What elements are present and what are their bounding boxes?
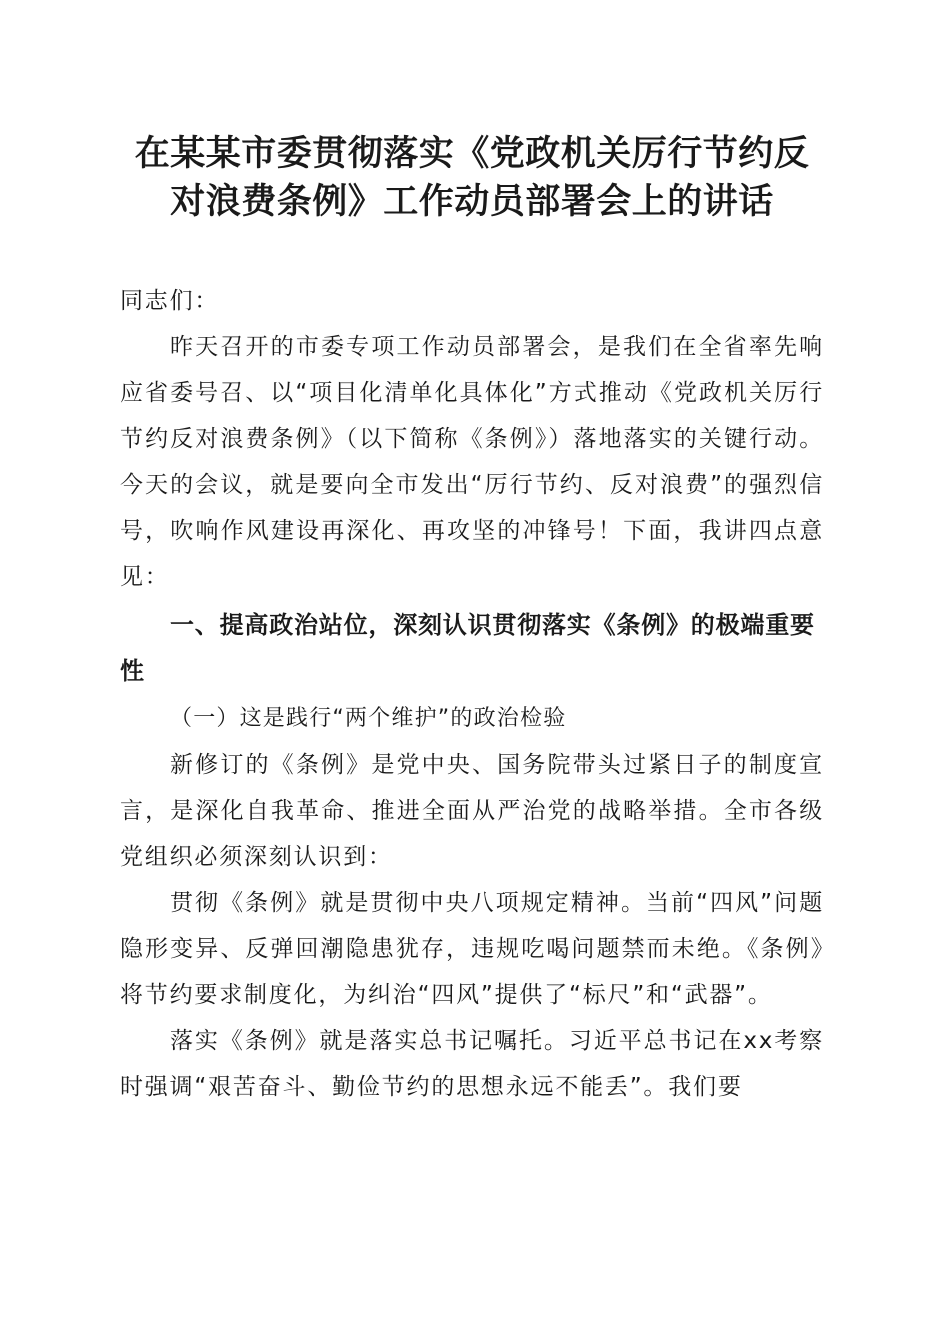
intro-paragraph: 昨天召开的市委专项工作动员部署会，是我们在全省率先响应省委号召、以“项目化清单化具体化”方式推动《党政机关厉行节约反对浪费条例》（以下简称《条例》）落地落实的关键行动。今天的会议，就是要向全市发出“厉行节约、反对浪费”的强烈信号，吹响作风建设再深化、再攻坚的冲锋号！下面，我讲四点意见：: [120, 334, 824, 590]
subsection-heading-1: （一）这是践行“两个维护”的政治检验: [170, 706, 567, 731]
body-paragraph-2: 贯彻《条例》就是贯彻中央八项规定精神。当前“四风”问题隐形变异、反弹回潮隐患犹存，违规吃喝问题禁而未绝。《条例》将节约要求制度化，为纠治“四风”提供了“标尺”和“武器”。: [120, 890, 824, 1008]
document-page: [120, 130, 824, 1110]
salutation: 同志们：: [120, 288, 220, 314]
body-paragraph-3: 落实《条例》就是落实总书记嘱托。习近平总书记在xx考察时强调“艰苦奋斗、勤俭节约的思想永远不能丢”。我们要: [120, 1028, 824, 1100]
section-heading-1: 一、提高政治站位，深刻认识贯彻落实《条例》的极端重要性: [120, 611, 815, 685]
document-title: 在某某市委贯彻落实《党政机关厉行节约反对浪费条例》工作动员部署会上的讲话: [134, 133, 810, 222]
body-paragraph-1: 新修订的《条例》是党中央、国务院带头过紧日子的制度宣言，是深化自我革命、推进全面从严治党的战略举措。全市各级党组织必须深刻认识到：: [120, 752, 824, 870]
